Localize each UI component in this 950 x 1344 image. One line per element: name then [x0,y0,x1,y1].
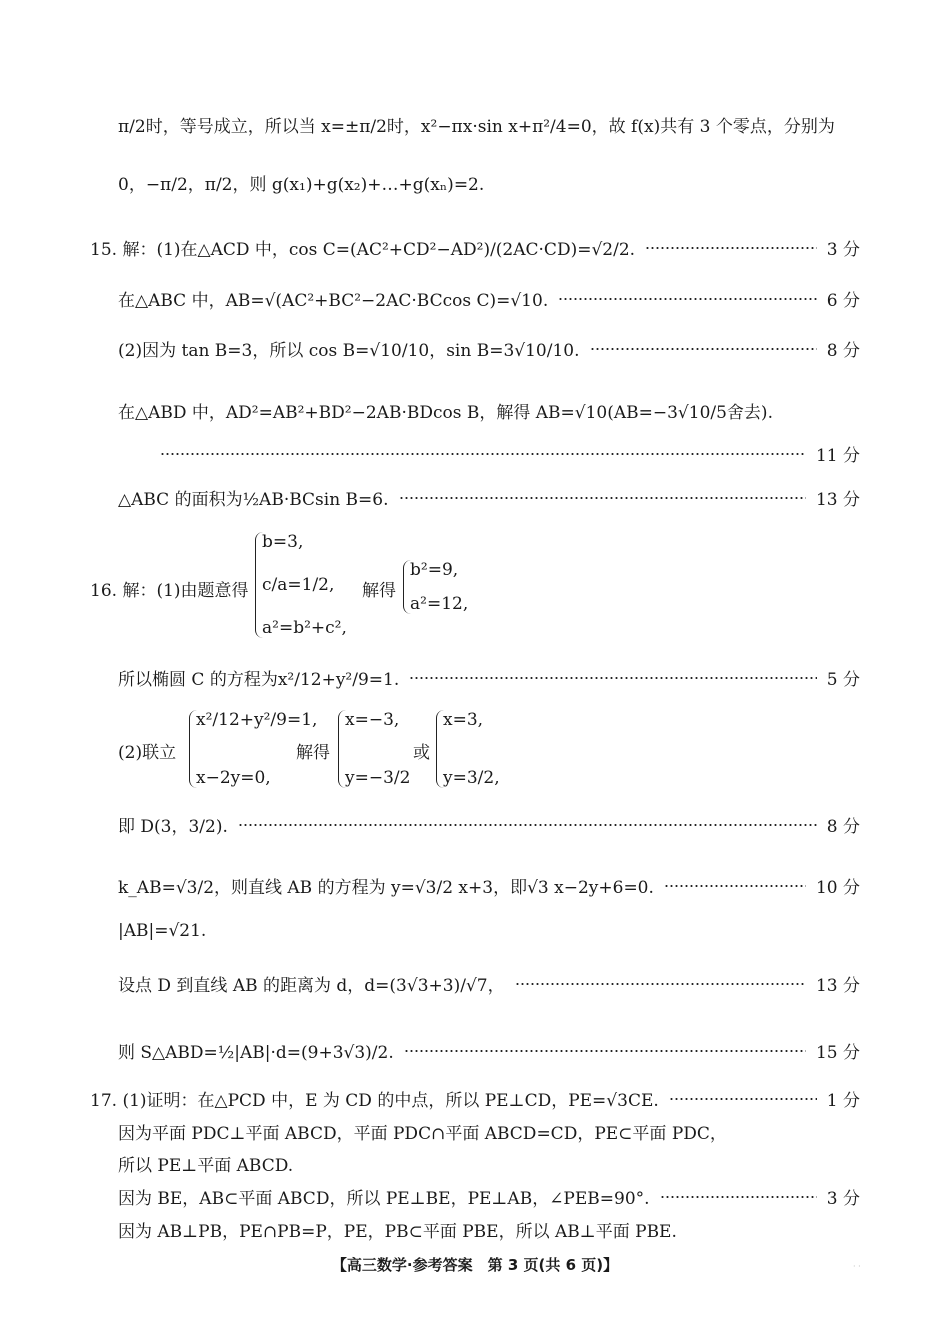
equation-system [436,710,500,788]
equation: c/a=1/2, [262,575,335,595]
equation: a²=12, [410,594,469,614]
answer-line [413,738,430,763]
answer-line [118,1119,860,1144]
text-line: △ABC 的面积为½AB·BCsin B=6. [118,490,389,510]
scan-mark: · · [853,1262,861,1271]
text-line: 17. (1)证明：在△PCD 中，E 为 CD 的中点，所以 PE⊥CD，PE=√3CE. [90,1091,659,1111]
answer-line [90,576,249,601]
text-line: 在△ABD 中，AD²=AB²+BD²−2AB·BDcos B，解得 AB=√10(AB=−3√10/5舍去). [118,403,773,423]
text-line: 或 [413,743,430,763]
answer-line [90,1086,860,1111]
equation: x²/12+y²/9=1, [196,710,318,730]
text-line: 则 S△ABD=½|AB|·d=(9+3√3)/2. [118,1043,394,1063]
text-line: 因为 BE，AB⊂平面 ABCD，所以 PE⊥BE，PE⊥AB，∠PEB=90°. [118,1189,650,1209]
text-line: π/2时，等号成立，所以当 x=±π/2时，x²−πx·sin x+π²/4=0，故 f(x)共有 3 个零点，分别为 [118,117,835,137]
leader-dots [404,1050,806,1052]
text-line: (2)因为 tan B=3，所以 cos B=√10/10，sin B=3√10/10. [118,341,580,361]
equation: y=−3/2 [345,768,411,788]
answer-line [296,738,330,763]
leader-dots [399,497,806,499]
score: 15 分 [815,1043,860,1063]
equation-system [338,710,410,788]
answer-line [118,1217,860,1242]
score: 6 分 [826,291,860,311]
answer-line [118,873,860,898]
text-line: 解得 [296,743,330,763]
text-line: 所以椭圆 C 的方程为x²/12+y²/9=1. [118,670,400,690]
answer-line [118,665,860,690]
answer-line [118,170,860,195]
score: 11 分 [815,446,860,466]
answer-line [118,921,860,941]
answer-line [118,336,860,361]
answer-line [118,286,860,311]
text-line: 在△ABC 中，AB=√(AC²+BC²−2AC·BCcos C)=√10. [118,291,549,311]
answer-line [118,738,176,763]
answer-line [362,576,396,601]
score: 13 分 [815,976,860,996]
text-line: 0，−π/2，π/2，则 g(x₁)+g(x₂)+…+g(xₙ)=2. [118,175,485,195]
answer-line [118,812,860,837]
equation-system [403,560,468,614]
score: 8 分 [826,817,860,837]
score: 1 分 [826,1091,860,1111]
leader-dots [160,453,806,455]
leader-dots [664,885,806,887]
answer-line [118,1184,860,1209]
leader-dots [669,1098,817,1100]
answer-line [118,112,860,137]
text-line: (2)联立 [118,743,177,763]
answer-line [118,1151,860,1176]
leader-dots [590,348,817,350]
text-line: 因为平面 PDC⊥平面 ABCD，平面 PDC∩平面 ABCD=CD，PE⊂平面 PDC， [118,1124,727,1144]
equation: b=3, [262,532,304,552]
leader-dots [645,247,817,249]
score: 8 分 [826,341,860,361]
leader-dots [238,824,817,826]
answer-line [118,1038,860,1063]
text-line: 16. 解：(1)由题意得 [90,581,249,601]
equation: y=3/2, [443,768,500,788]
score: 13 分 [815,490,860,510]
text-line: 15. 解：(1)在△ACD 中，cos C=(AC²+CD²−AD²)/(2AC·CD)=√2/2. [90,240,636,260]
page-footer: 【高三数学·参考答案 第 3 页(共 6 页)】 [331,1256,619,1274]
text-line: 解得 [362,581,396,601]
equation: x=3, [443,710,484,730]
answer-line [160,441,860,466]
text-line: 因为 AB⊥PB，PE∩PB=P，PE，PB⊂平面 PBE，所以 AB⊥平面 PBE. [118,1222,677,1242]
score: 10 分 [815,878,860,898]
text-line: 设点 D 到直线 AB 的距离为 d，d=(3√3+3)/√7， [118,976,505,996]
equation-system [255,532,347,638]
leader-dots [515,983,806,985]
equation: x=−3, [345,710,400,730]
score: 3 分 [826,240,860,260]
answer-line [118,971,860,996]
leader-dots [409,677,817,679]
answer-line [118,398,860,423]
text-line: |AB|=√21. [118,921,207,941]
equation: b²=9, [410,560,459,580]
score: 3 分 [826,1189,860,1209]
equation: x−2y=0, [196,768,271,788]
answer-line [118,485,860,510]
text-line: k_AB=√3/2，则直线 AB 的方程为 y=√3/2 x+3，即√3 x−2y+6=0. [118,878,654,898]
answer-line [90,235,860,260]
equation: a²=b²+c², [262,618,347,638]
leader-dots [558,298,817,300]
text-line: 即 D(3，3/2). [118,817,228,837]
text-line: 所以 PE⊥平面 ABCD. [118,1156,294,1176]
leader-dots [660,1196,817,1198]
score: 5 分 [826,670,860,690]
